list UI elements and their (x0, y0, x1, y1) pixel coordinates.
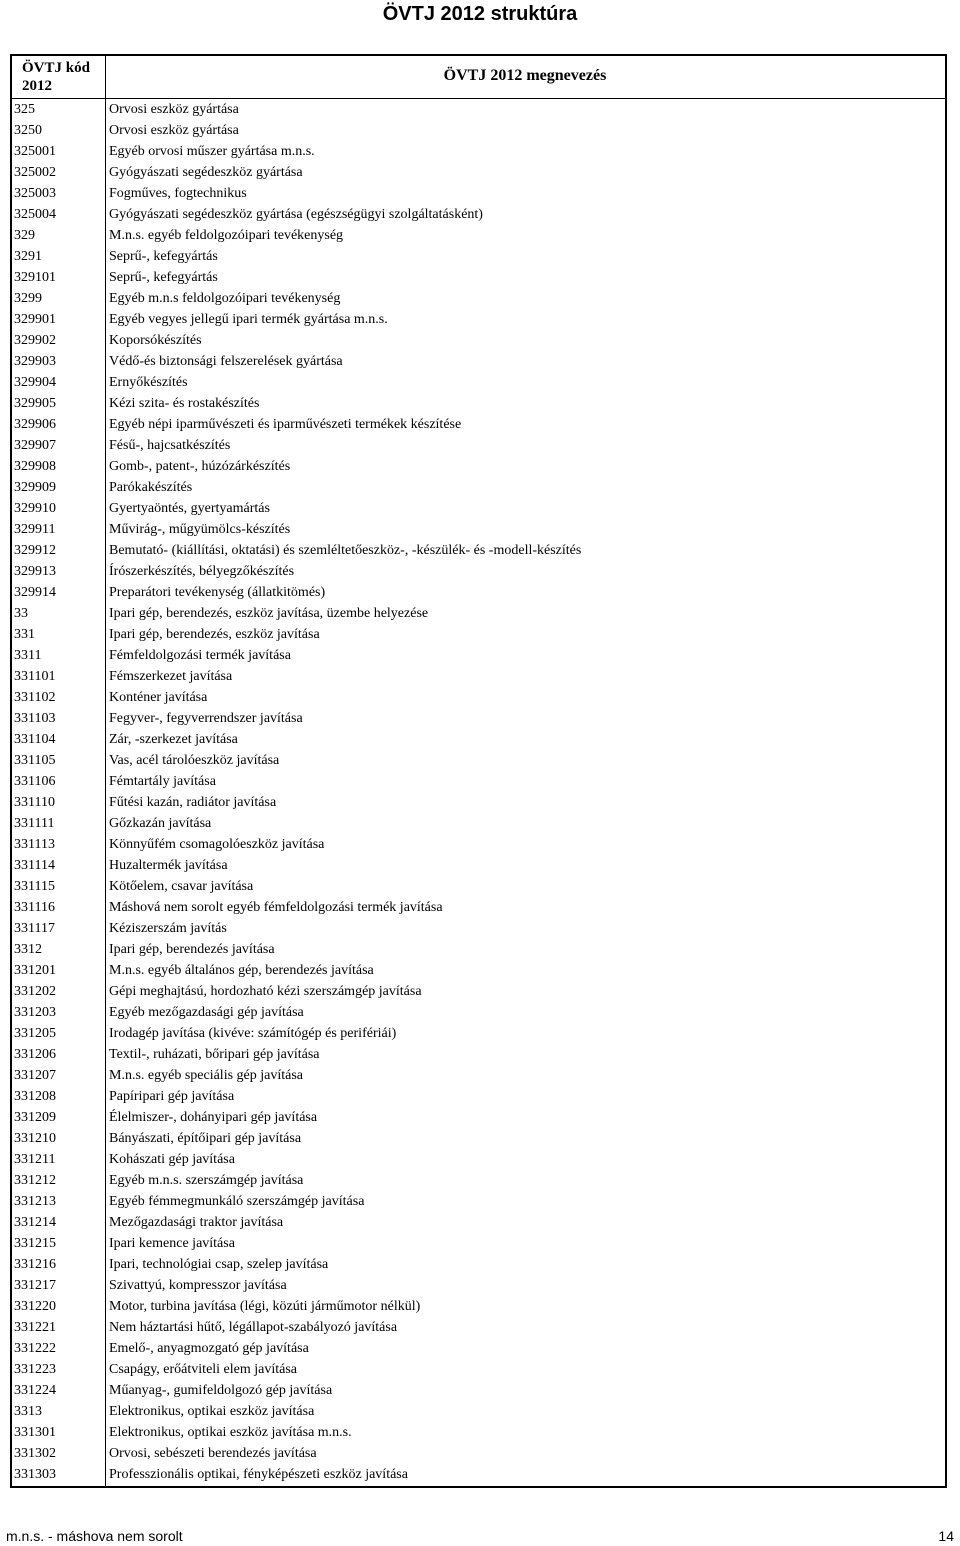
row-name: Ernyőkészítés (109, 375, 188, 390)
row-code: 329909 (14, 480, 56, 495)
page-number: 14 (938, 1528, 954, 1544)
row-code: 331201 (14, 963, 56, 978)
header-code-column (22, 59, 90, 95)
row-code: 331203 (14, 1005, 56, 1020)
row-code: 331111 (14, 816, 55, 831)
row-name: Emelő-, anyagmozgató gép javítása (109, 1341, 309, 1356)
row-code: 325 (14, 102, 35, 117)
row-code: 329906 (14, 417, 56, 432)
row-code: 331222 (14, 1341, 56, 1356)
row-code: 331113 (14, 837, 55, 852)
row-code: 331207 (14, 1068, 56, 1083)
page-title: ÖVTJ 2012 struktúra (382, 3, 578, 25)
table-row (12, 1191, 945, 1212)
header-code-label: ÖVTJ kód (22, 60, 90, 76)
row-name: Védő-és biztonsági felszerelések gyártása (109, 354, 343, 369)
table-row (12, 393, 945, 414)
table-row (12, 1170, 945, 1191)
table-row (12, 834, 945, 855)
row-name: Elektronikus, optikai eszköz javítása (109, 1404, 315, 1419)
table-row (12, 183, 945, 204)
row-code: 331301 (14, 1425, 56, 1440)
row-code: 3291 (14, 249, 42, 264)
row-name: Fémtartály javítása (109, 774, 216, 789)
row-name: Ipari gép, berendezés javítása (109, 942, 275, 957)
row-name: Gomb-, patent-, húzózárkészítés (109, 459, 291, 474)
row-code: 331105 (14, 753, 56, 768)
table-row (12, 1296, 945, 1317)
row-code: 331117 (14, 921, 55, 936)
header-name-column: ÖVTJ 2012 megnevezés (443, 67, 607, 84)
row-name: Fémfeldolgozási termék javítása (109, 648, 291, 663)
row-code: 331103 (14, 711, 56, 726)
row-name: Egyéb vegyes jellegű ipari termék gyártása m.n.s. (109, 312, 388, 327)
row-name: M.n.s. egyéb feldolgozóipari tevékenység (109, 228, 344, 243)
table-row (12, 288, 945, 309)
row-code: 331217 (14, 1278, 56, 1293)
row-name: Fogműves, fogtechnikus (109, 186, 247, 201)
row-name: Fegyver-, fegyverrendszer javítása (109, 711, 303, 726)
row-code: 329911 (14, 522, 56, 537)
row-name: Egyéb m.n.s feldolgozóipari tevékenység (109, 291, 341, 306)
table-row (12, 708, 945, 729)
row-name: Orvosi eszköz gyártása (109, 123, 239, 138)
table-row (12, 813, 945, 834)
table-row (12, 162, 945, 183)
table-row (12, 960, 945, 981)
row-name: Parókakészítés (109, 480, 193, 495)
row-code: 331303 (14, 1467, 56, 1482)
row-name: Gyógyászati segédeszköz gyártása (109, 165, 303, 180)
table-row (12, 519, 945, 540)
row-name: Szivattyú, kompresszor javítása (109, 1278, 287, 1293)
table-row (12, 1023, 945, 1044)
row-name: Elektronikus, optikai eszköz javítása m.n.s. (109, 1425, 352, 1440)
row-code: 329910 (14, 501, 56, 516)
row-code: 3313 (14, 1404, 42, 1419)
row-name: Textil-, ruházati, bőripari gép javítása (109, 1047, 320, 1062)
table-row (12, 1464, 945, 1485)
row-code: 331101 (14, 669, 56, 684)
row-name: Huzaltermék javítása (109, 858, 228, 873)
row-name: Nem háztartási hűtő, légállapot-szabályozó javítása (109, 1320, 398, 1335)
footer-note: m.n.s. - máshova nem sorolt (6, 1528, 183, 1544)
row-name: Mezőgazdasági traktor javítása (109, 1215, 284, 1230)
row-code: 331213 (14, 1194, 56, 1209)
row-name: Bányászati, építőipari gép javítása (109, 1131, 302, 1146)
row-code: 325004 (14, 207, 56, 222)
table-row (12, 225, 945, 246)
table-row (12, 1275, 945, 1296)
row-name: Gyertyaöntés, gyertyamártás (109, 501, 270, 516)
row-name: Bemutató- (kiállítási, oktatási) és szemléltetőeszköz-, -készülék- és -modell-készítés (109, 543, 582, 558)
row-code: 329912 (14, 543, 56, 558)
row-code: 331223 (14, 1362, 56, 1377)
row-code: 331102 (14, 690, 56, 705)
header-code-year: 2012 (22, 78, 52, 94)
row-name: Papíripari gép javítása (109, 1089, 235, 1104)
table-row (12, 561, 945, 582)
row-code: 331106 (14, 774, 56, 789)
row-code: 331221 (14, 1320, 56, 1335)
table-row (12, 666, 945, 687)
row-name: Élelmiszer-, dohányipari gép javítása (109, 1110, 318, 1125)
row-code: 325001 (14, 144, 56, 159)
row-name: Írószerkészítés, bélyegzőkészítés (109, 564, 295, 579)
row-name: Preparátori tevékenység (állatkitömés) (109, 585, 326, 600)
row-code: 331209 (14, 1110, 56, 1125)
table-row (12, 1359, 945, 1380)
row-name: Máshová nem sorolt egyéb fémfeldolgozási termék javítása (109, 900, 443, 915)
table-row (12, 99, 945, 120)
table-row (12, 540, 945, 561)
row-code: 331110 (14, 795, 55, 810)
table-row (12, 1401, 945, 1422)
table-row (12, 1107, 945, 1128)
table-row (12, 1380, 945, 1401)
table-row (12, 855, 945, 876)
row-name: Kéziszerszám javítás (109, 921, 227, 936)
row-name: Egyéb m.n.s. szerszámgép javítása (109, 1173, 304, 1188)
row-code: 331224 (14, 1383, 56, 1398)
row-code: 329903 (14, 354, 56, 369)
row-code: 329905 (14, 396, 56, 411)
row-name: Irodagép javítása (kivéve: számítógép és perifériái) (109, 1026, 397, 1041)
table-row (12, 1149, 945, 1170)
row-code: 331115 (14, 879, 55, 894)
table-row (12, 414, 945, 435)
row-name: Ipari gép, berendezés, eszköz javítása (109, 627, 320, 642)
table-row (12, 351, 945, 372)
row-code: 331205 (14, 1026, 56, 1041)
table-row (12, 267, 945, 288)
row-name: M.n.s. egyéb speciális gép javítása (109, 1068, 304, 1083)
row-name: Fémszerkezet javítása (109, 669, 233, 684)
table-row (12, 1086, 945, 1107)
table-row (12, 624, 945, 645)
row-code: 331210 (14, 1131, 56, 1146)
table-row (12, 750, 945, 771)
row-code: 331302 (14, 1446, 56, 1461)
row-code: 329908 (14, 459, 56, 474)
row-code: 331206 (14, 1047, 56, 1062)
code-table (10, 54, 947, 1488)
row-name: Gőzkazán javítása (109, 816, 212, 831)
table-row (12, 1338, 945, 1359)
table-row (12, 1443, 945, 1464)
table-row (12, 1254, 945, 1275)
row-name: Ipari gép, berendezés, eszköz javítása, üzembe helyezése (109, 606, 429, 621)
row-name: Kézi szita- és rostakészítés (109, 396, 260, 411)
row-name: Műanyag-, gumifeldolgozó gép javítása (109, 1383, 333, 1398)
row-name: Konténer javítása (109, 690, 208, 705)
row-code: 329902 (14, 333, 56, 348)
row-code: 329101 (14, 270, 56, 285)
table-row (12, 204, 945, 225)
row-name: Seprű-, kefegyártás (109, 270, 218, 285)
row-name: Csapágy, erőátviteli elem javítása (109, 1362, 298, 1377)
row-name: Fűtési kazán, radiátor javítása (109, 795, 277, 810)
row-name: Ipari, technológiai csap, szelep javítása (109, 1257, 329, 1272)
table-row (12, 330, 945, 351)
row-code: 331214 (14, 1215, 56, 1230)
table-row (12, 1212, 945, 1233)
table-row (12, 687, 945, 708)
row-code: 331 (14, 627, 35, 642)
table-row (12, 1233, 945, 1254)
row-code: 331116 (14, 900, 55, 915)
table-row (12, 939, 945, 960)
table-row (12, 1044, 945, 1065)
row-name: Egyéb népi iparművészeti és iparművészeti termékek készítése (109, 417, 462, 432)
row-code: 3299 (14, 291, 42, 306)
table-row (12, 120, 945, 141)
row-code: 329 (14, 228, 35, 243)
row-name: Professzionális optikai, fényképészeti eszköz javítása (109, 1467, 408, 1482)
row-code: 329907 (14, 438, 56, 453)
table-row (12, 582, 945, 603)
row-name: M.n.s. egyéb általános gép, berendezés javítása (109, 963, 374, 978)
row-name: Művirág-, műgyümölcs-készítés (109, 522, 291, 537)
table-row (12, 477, 945, 498)
row-code: 331215 (14, 1236, 56, 1251)
row-code: 329904 (14, 375, 56, 390)
table-row (12, 771, 945, 792)
table-row (12, 792, 945, 813)
row-code: 329913 (14, 564, 56, 579)
row-code: 331212 (14, 1173, 56, 1188)
row-code: 331211 (14, 1152, 56, 1167)
row-code: 329914 (14, 585, 56, 600)
table-row (12, 1065, 945, 1086)
row-code: 331202 (14, 984, 56, 999)
row-code: 331208 (14, 1089, 56, 1104)
table-row (12, 645, 945, 666)
row-name: Orvosi, sebészeti berendezés javítása (109, 1446, 317, 1461)
row-name: Motor, turbina javítása (légi, közúti járműmotor nélkül) (109, 1299, 421, 1314)
row-name: Gépi meghajtású, hordozható kézi szerszámgép javítása (109, 984, 422, 999)
row-name: Ipari kemence javítása (109, 1236, 235, 1251)
row-name: Egyéb fémmegmunkáló szerszámgép javítása (109, 1194, 365, 1209)
row-name: Gyógyászati segédeszköz gyártása (egészségügyi szolgáltatásként) (109, 207, 483, 222)
table-body (12, 99, 945, 1485)
row-name: Egyéb mezőgazdasági gép javítása (109, 1005, 304, 1020)
row-name: Vas, acél tárolóeszköz javítása (109, 753, 280, 768)
row-name: Kohászati gép javítása (109, 1152, 235, 1167)
table-row (12, 498, 945, 519)
table-row (12, 897, 945, 918)
table-row (12, 309, 945, 330)
row-code: 331220 (14, 1299, 56, 1314)
row-code: 329901 (14, 312, 56, 327)
row-name: Koporsókészítés (109, 333, 202, 348)
table-row (12, 1128, 945, 1149)
row-code: 325002 (14, 165, 56, 180)
table-row (12, 918, 945, 939)
table-row (12, 981, 945, 1002)
table-row (12, 1002, 945, 1023)
row-code: 331114 (14, 858, 55, 873)
row-code: 33 (14, 606, 28, 621)
row-name: Könnyűfém csomagolóeszköz javítása (109, 837, 325, 852)
row-code: 3311 (14, 648, 42, 663)
table-row (12, 456, 945, 477)
table-row (12, 246, 945, 267)
table-row (12, 435, 945, 456)
table-row (12, 729, 945, 750)
row-code: 325003 (14, 186, 56, 201)
table-row (12, 876, 945, 897)
row-name: Egyéb orvosi műszer gyártása m.n.s. (109, 144, 315, 159)
row-name: Seprű-, kefegyártás (109, 249, 218, 264)
row-code: 331216 (14, 1257, 56, 1272)
row-code: 3312 (14, 942, 42, 957)
table-row (12, 372, 945, 393)
row-name: Zár, -szerkezet javítása (109, 732, 238, 747)
table-row (12, 141, 945, 162)
row-name: Orvosi eszköz gyártása (109, 102, 239, 117)
row-name: Fésű-, hajcsatkészítés (109, 438, 231, 453)
row-code: 331104 (14, 732, 56, 747)
row-name: Kötőelem, csavar javítása (109, 879, 254, 894)
table-row (12, 603, 945, 624)
table-row (12, 1317, 945, 1338)
table-row (12, 1422, 945, 1443)
row-code: 3250 (14, 123, 42, 138)
